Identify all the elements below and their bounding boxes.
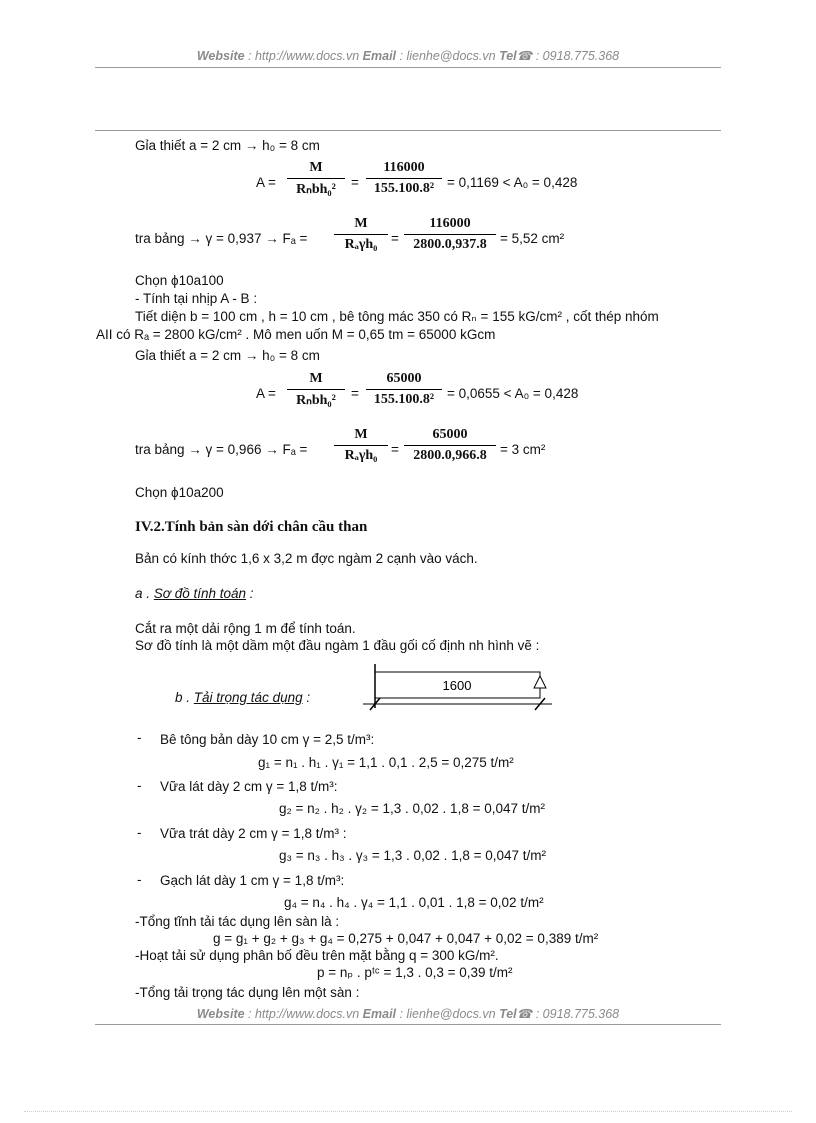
formula-total-g: g = g₁ + g₂ + g₃ + g₄ = 0,275 + 0,047 + 0,047 + 0,02 = 0,389 t/m² xyxy=(213,931,599,946)
email-label: Email xyxy=(362,1007,397,1021)
line-total-dead: -Tổng tĩnh tải tác dụng lên sàn là : xyxy=(135,914,340,929)
eq3-lhs: A = xyxy=(256,386,276,401)
fraction-bar xyxy=(404,445,496,446)
load-item-mortar-lay: Vữa lát dày 2 cm γ = 1,8 t/m³: xyxy=(160,779,338,794)
load-formula-g2: g₂ = n₂ . h₂ . γ₂ = 1,3 . 0,02 . 1,8 = 0,047 t/m² xyxy=(279,801,545,816)
eq3-fraction-numeric xyxy=(366,371,442,408)
eq2-numerator: M xyxy=(354,216,368,231)
eq1-numerator: M xyxy=(309,160,323,175)
load-formula-g4: g₄ = n₄ . h₄ . γ₄ = 1,1 . 0,01 . 1,8 = 0,02 t/m² xyxy=(284,895,544,910)
fraction-bar xyxy=(404,234,496,235)
email-label: Email xyxy=(362,49,397,63)
line-assumption-1: Gỉa thiết a = 2 cm → h₀ = 8 cm xyxy=(135,138,320,153)
bullet-dash: - xyxy=(137,730,142,745)
subsection-a-colon: : xyxy=(246,586,254,601)
load-item-concrete: Bê tông bản dày 10 cm γ = 2,5 t/m³: xyxy=(160,732,375,747)
eq4-result: = 3 cm² xyxy=(500,442,546,457)
eq4-denominator: Rₐγh₀ xyxy=(344,448,378,463)
eq1-result: = 0,1169 < A₀ = 0,428 xyxy=(447,175,578,190)
bullet-dash: - xyxy=(137,825,142,840)
beam-span-label: 1600 xyxy=(442,678,472,693)
eq3-numerator: M xyxy=(309,371,323,386)
subsection-a xyxy=(135,586,254,601)
subsection-b xyxy=(175,690,310,705)
subsection-b-colon: : xyxy=(302,690,311,705)
eq2-fraction-numeric xyxy=(404,216,496,253)
line-moment: AII có Rₐ = 2800 kG/cm² . Mô men uốn M = 0,65 tm = 65000 kGcm xyxy=(96,327,496,342)
eq1-fraction-symbolic xyxy=(287,160,345,198)
email-value: : lienhe@docs.vn xyxy=(396,1007,500,1021)
bullet-dash: - xyxy=(137,778,142,793)
eq1-numerator-value: 116000 xyxy=(383,160,425,175)
eq3-denominator: Rₙbh₀² xyxy=(296,393,336,408)
subsection-a-label: a . xyxy=(135,586,151,601)
email-value: : lienhe@docs.vn xyxy=(396,49,500,63)
eq2-equals: = xyxy=(391,231,399,246)
fraction-bar xyxy=(334,445,388,446)
eq1-equals: = xyxy=(351,175,359,190)
content-top-rule xyxy=(95,130,721,131)
tel-value: ☎ : 0918.775.368 xyxy=(516,1007,620,1021)
load-formula-g1: g₁ = n₁ . h₁ . γ₁ = 1,1 . 0,1 . 2,5 = 0,275 t/m² xyxy=(258,755,514,770)
eq4-numerator: M xyxy=(354,427,368,442)
fraction-bar xyxy=(366,389,442,390)
choice-2: Chọn ϕ10a200 xyxy=(135,485,224,500)
eq3-denominator-value: 155.100.8² xyxy=(373,392,435,407)
load-item-mortar-plaster: Vữa trát dày 2 cm γ = 1,8 t/m³ : xyxy=(160,826,347,841)
header-rule xyxy=(95,67,721,68)
eq4-fraction-symbolic xyxy=(334,427,388,464)
section-heading: IV.2.Tính bản sàn dới chân cầu than xyxy=(135,519,368,535)
choice-1: Chọn ϕ10a100 xyxy=(135,273,224,288)
tel-value: ☎ : 0918.775.368 xyxy=(516,49,620,63)
eq4-lhs: tra bảng → γ = 0,966 → Fₐ = xyxy=(135,442,308,457)
beam-diagram xyxy=(355,660,555,716)
fraction-bar xyxy=(287,389,345,390)
eq4-equals: = xyxy=(391,442,399,457)
tel-label: Tel xyxy=(499,1007,517,1021)
eq2-denominator-value: 2800.0,937.8 xyxy=(413,237,487,252)
load-formula-g3: g₃ = n₃ . h₃ . γ₃ = 1,3 . 0,02 . 1,8 = 0,047 t/m² xyxy=(279,848,547,863)
website-value: : http://www.docs.vn xyxy=(244,1007,363,1021)
eq2-denominator: Rₐγh₀ xyxy=(344,237,378,252)
formula-p: p = nₚ . pᵗᶜ = 1,3 . 0,3 = 0,39 t/m² xyxy=(317,965,513,980)
fraction-bar xyxy=(287,178,345,179)
page-header xyxy=(0,48,816,63)
line-section: Tiết diện b = 100 cm , h = 10 cm , bê tông mác 350 có Rₙ = 155 kG/cm² , cốt thép nhóm xyxy=(135,309,659,324)
load-item-tile: Gạch lát dày 1 cm γ = 1,8 t/m³: xyxy=(160,873,345,888)
page-footer xyxy=(0,1006,816,1021)
subsection-a-title: Sơ đồ tính toán xyxy=(153,586,247,601)
eq3-equals: = xyxy=(351,386,359,401)
website-label: Website xyxy=(196,1007,245,1021)
pin-support-icon xyxy=(534,676,546,688)
eq2-numerator-value: 116000 xyxy=(429,216,471,231)
line-plate-size: Bản có kính thớc 1,6 x 3,2 m đợc ngàm 2 cạnh vào vách. xyxy=(135,551,478,566)
page-edge-dotted-line xyxy=(24,1111,792,1112)
eq4-fraction-numeric xyxy=(404,427,496,464)
eq4-numerator-value: 65000 xyxy=(432,427,468,442)
eq1-denominator-value: 155.100.8² xyxy=(373,181,435,196)
line-live-load: -Hoạt tải sử dụng phân bố đều trên mặt bằng q = 300 kG/m². xyxy=(135,948,499,963)
eq4-denominator-value: 2800.0,966.8 xyxy=(413,448,487,463)
subsection-b-title: Tải trọng tác dụng xyxy=(193,690,303,705)
line-total-load: -Tổng tải trọng tác dụng lên một sàn : xyxy=(135,985,360,1000)
bullet-dash: - xyxy=(137,872,142,887)
eq2-fraction-symbolic xyxy=(334,216,388,253)
eq3-numerator-value: 65000 xyxy=(386,371,422,386)
fraction-bar xyxy=(334,234,388,235)
eq2-result: = 5,52 cm² xyxy=(500,231,565,246)
line-span-ab: - Tính tại nhịp A - B : xyxy=(135,291,258,306)
footer-rule xyxy=(95,1024,721,1025)
tel-label: Tel xyxy=(499,49,517,63)
eq2-lhs: tra bảng → γ = 0,937 → Fₐ = xyxy=(135,231,308,246)
line-strip: Cắt ra một dải rộng 1 m để tính toán. xyxy=(135,621,356,636)
fraction-bar xyxy=(366,178,442,179)
eq1-lhs: A = xyxy=(256,175,276,190)
website-label: Website xyxy=(196,49,245,63)
line-scheme: Sơ đồ tính là một dầm một đầu ngàm 1 đầu gối cố định nh hình vẽ : xyxy=(135,638,540,653)
eq3-result: = 0,0655 < A₀ = 0,428 xyxy=(447,386,579,401)
eq3-fraction-symbolic xyxy=(287,371,345,409)
website-value: : http://www.docs.vn xyxy=(244,49,363,63)
subsection-b-label: b . xyxy=(175,690,191,705)
line-assumption-2: Gỉa thiết a = 2 cm → h₀ = 8 cm xyxy=(135,348,320,363)
eq1-denominator: Rₙbh₀² xyxy=(296,182,336,197)
eq1-fraction-numeric xyxy=(366,160,442,197)
